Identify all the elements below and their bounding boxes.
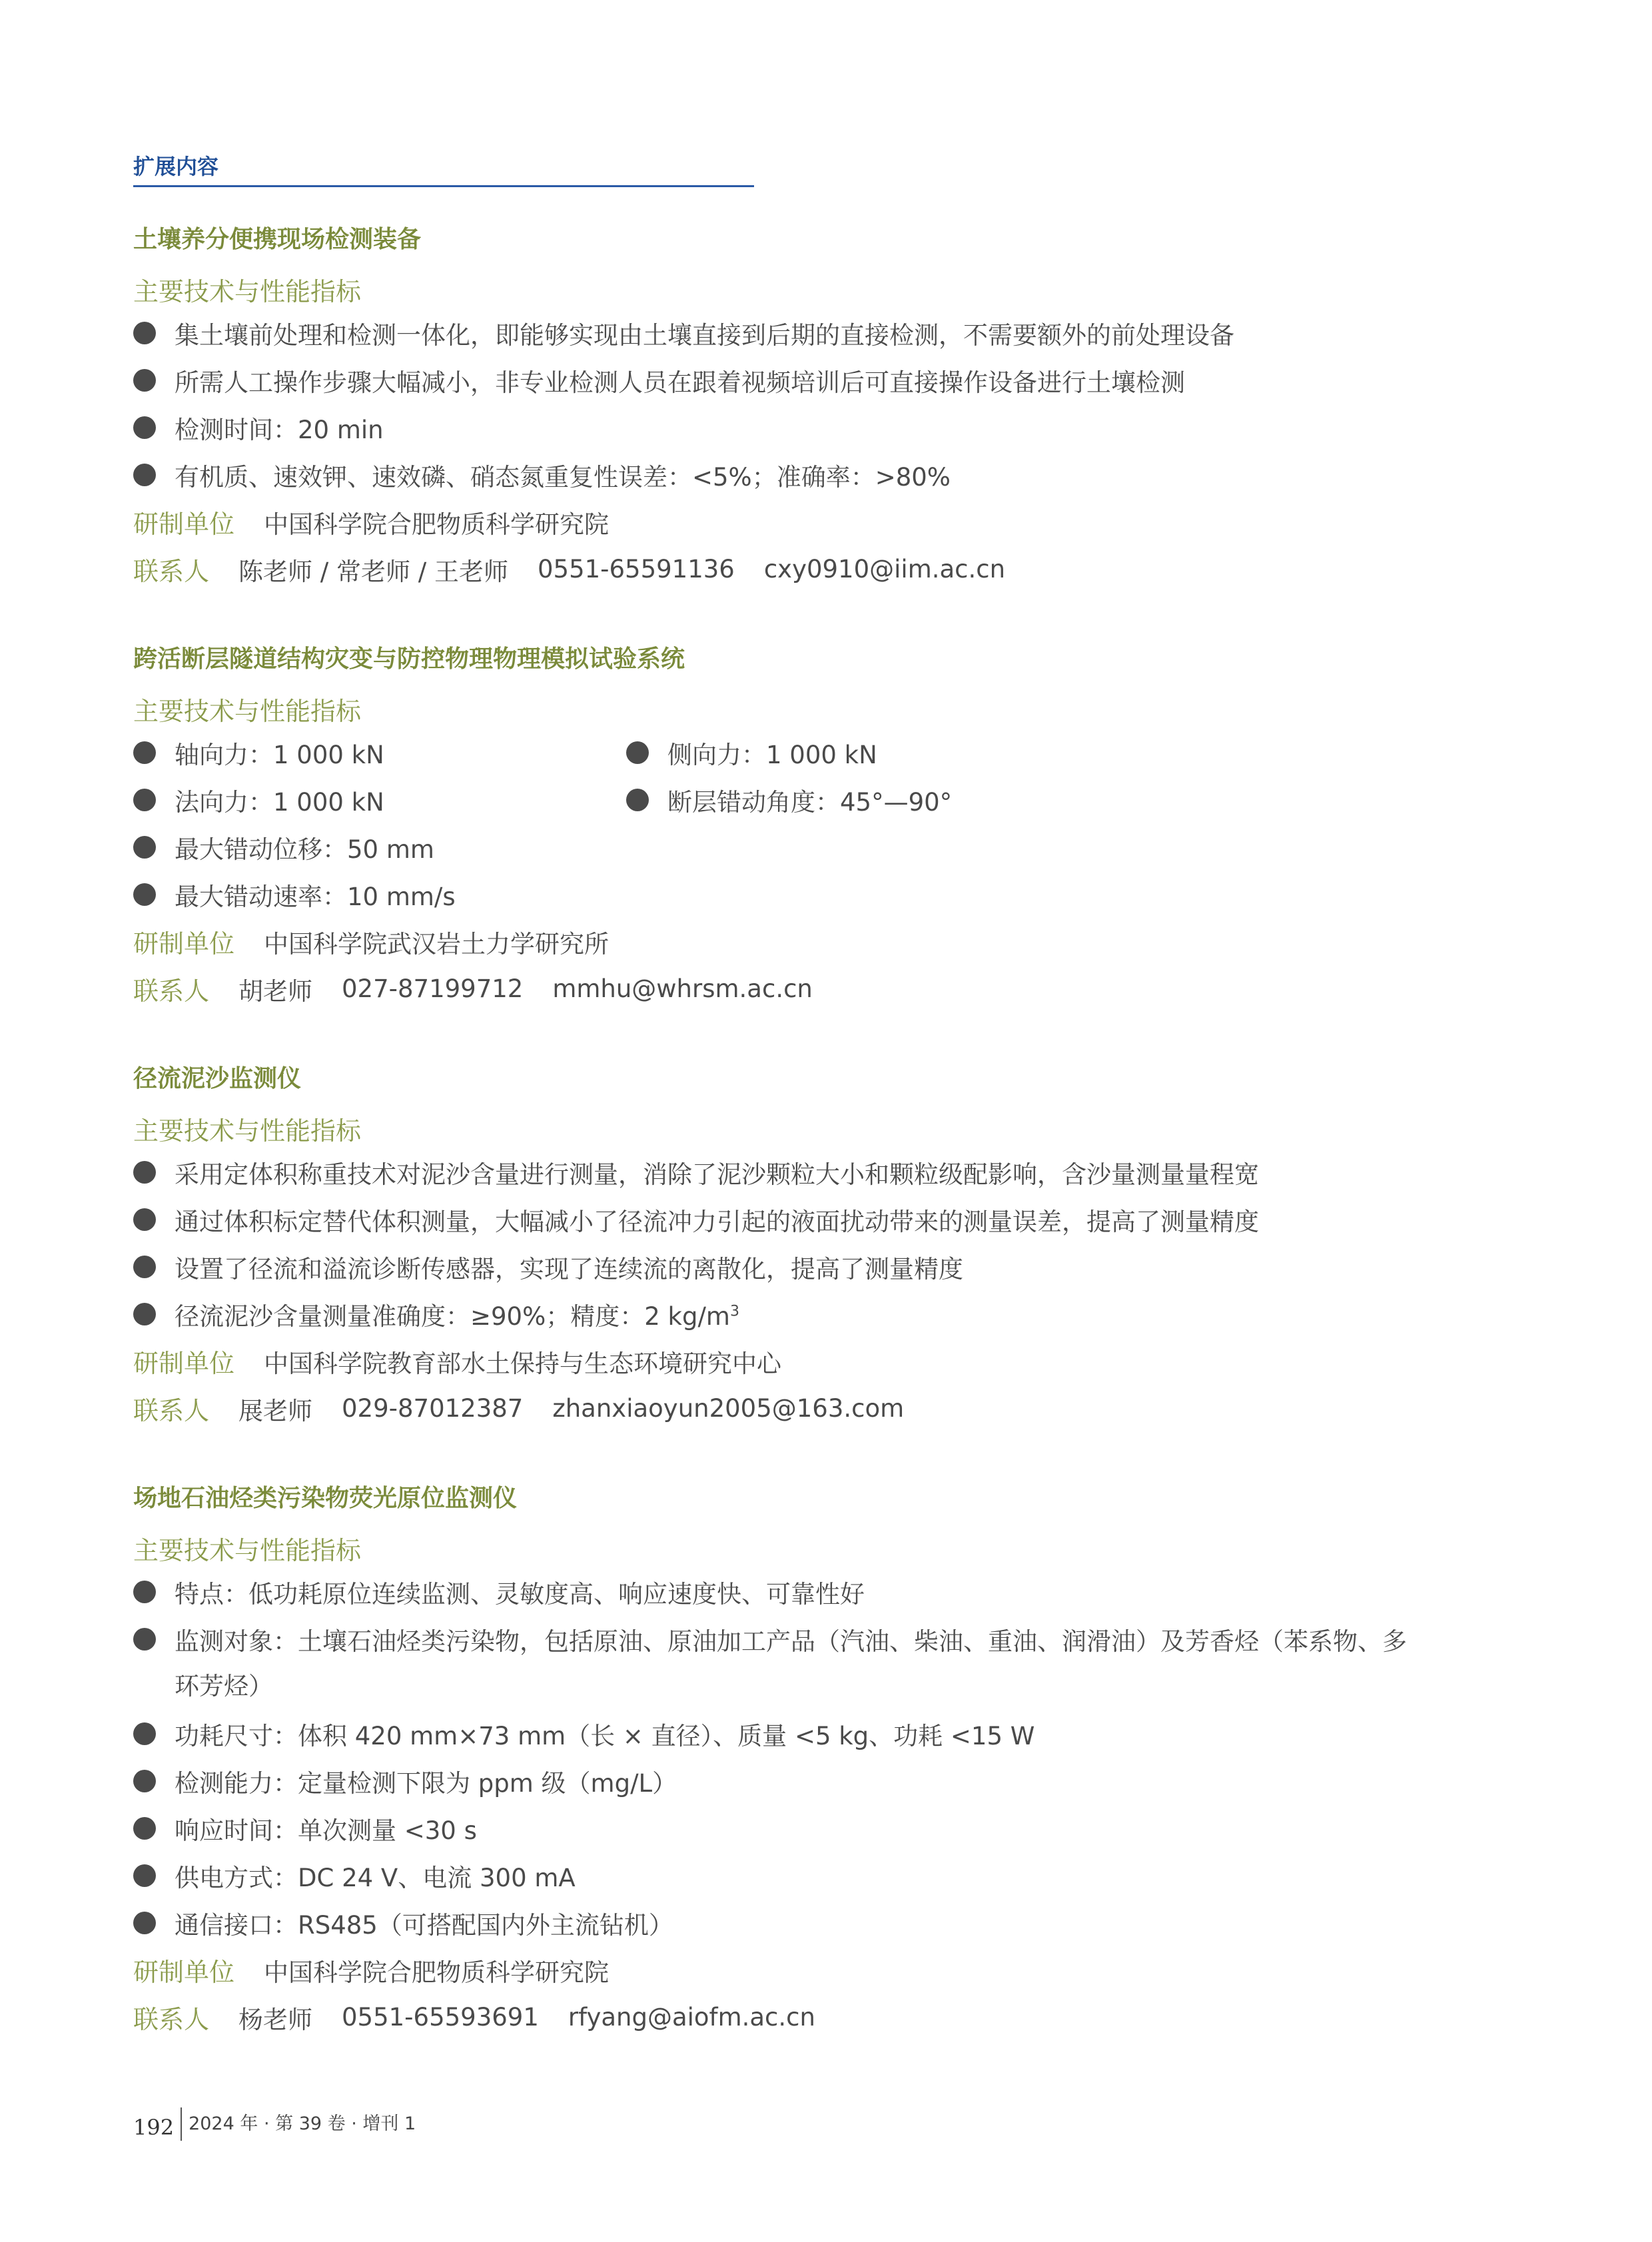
section-soil-nutrient: [133, 222, 1519, 593]
bullet-icon: [133, 789, 156, 811]
developer-row: 研制单位 中国科学院合肥物质科学研究院: [133, 510, 610, 539]
list-item: 通信接口：RS485（可搭配国内外主流钻机）: [133, 1899, 1519, 1946]
bullet-icon: [133, 883, 156, 906]
bullet-icon: [133, 1817, 156, 1840]
email-link[interactable]: cxy0910@iim.ac.cn: [763, 555, 1006, 583]
contact-row: 联系人 胡老师 027-87199712 mmhu@whrsm.ac.cn: [133, 974, 813, 1006]
section-subtitle: 主要技术与性能指标: [133, 277, 362, 306]
bullet-icon: [133, 1303, 156, 1325]
list-item: 供电方式：DC 24 V、电流 300 mA: [133, 1852, 1519, 1899]
section-subtitle: 主要技术与性能指标: [133, 1536, 362, 1565]
bullet-icon: [133, 836, 156, 859]
list-item-continuation: 环芳烃）: [175, 1672, 273, 1700]
contact-row: 联系人 陈老师 / 常老师 / 王老师 0551-65591136 cxy0910@iim.ac.cn: [133, 555, 1006, 586]
bullet-icon: [626, 741, 649, 764]
header-divider: [133, 185, 754, 187]
bullet-icon: [133, 1581, 156, 1603]
bullet-icon: [133, 1770, 156, 1792]
developer-row: 研制单位 中国科学院武汉岩土力学研究所: [133, 929, 610, 958]
email-link[interactable]: mmhu@whrsm.ac.cn: [552, 974, 813, 1003]
list-item: 检测能力：定量检测下限为 ppm 级（mg/L）: [133, 1757, 1519, 1804]
bullet-icon: [133, 1912, 156, 1934]
section-tunnel-system: [133, 642, 1519, 1012]
bullet-icon: [133, 1256, 156, 1278]
list-item: 最大错动位移：50 mm: [133, 823, 1519, 871]
section-title: 径流泥沙监测仪: [133, 1065, 302, 1092]
developer-row: 研制单位 中国科学院教育部水土保持与生态环境研究中心: [133, 1349, 782, 1378]
developer-row: 研制单位 中国科学院合肥物质科学研究院: [133, 1958, 610, 1987]
section-title: 跨活断层隧道结构灾变与防控物理物理模拟试验系统: [133, 645, 685, 673]
issue-info: 2024 年 · 第 39 卷 · 增刊 1: [189, 2113, 416, 2134]
contact-row: 联系人 展老师 029-87012387 zhanxiaoyun2005@163.com: [133, 1394, 905, 1425]
bullet-icon: [133, 1161, 156, 1184]
section-title: 土壤养分便携现场检测装备: [133, 226, 422, 253]
list-item: 有机质、速效钾、速效磷、硝态氮重复性误差：<5%；准确率：>80%: [133, 451, 1519, 498]
list-item: 采用定体积称重技术对泥沙含量进行测量，消除了泥沙颗粒大小和颗粒级配影响，含沙量测量量程宽: [133, 1148, 1519, 1196]
list-item: 功耗尺寸：体积 420 mm×73 mm（长 × 直径）、质量 <5 kg、功耗 <15 W: [133, 1710, 1519, 1757]
bullet-icon: [133, 1208, 156, 1231]
bullet-icon: [133, 322, 156, 344]
list-item: 特点：低功耗原位连续监测、灵敏度高、响应速度快、可靠性好: [133, 1568, 1519, 1615]
list-item: 通过体积标定替代体积测量，大幅减小了径流冲力引起的液面扰动带来的测量误差，提高了测量精度: [133, 1196, 1519, 1243]
list-item: 检测时间：20 min: [133, 404, 1519, 451]
list-item: 轴向力：1 000 kN 侧向力：1 000 kN: [133, 729, 1519, 776]
section-runoff-sediment: [133, 1062, 1519, 1432]
bullet-icon: [133, 1864, 156, 1887]
page-header: [133, 152, 754, 187]
bullet-icon: [133, 741, 156, 764]
contact-row: 联系人 杨老师 0551-65593691 rfyang@aiofm.ac.cn: [133, 2003, 815, 2034]
bullet-icon: [133, 1628, 156, 1651]
section-subtitle: 主要技术与性能指标: [133, 1116, 362, 1146]
list-item: 所需人工操作步骤大幅减小，非专业检测人员在跟着视频培训后可直接操作设备进行土壤检测: [133, 356, 1519, 404]
list-item: 法向力：1 000 kN 断层错动角度：45°—90°: [133, 776, 1519, 823]
list-item: 最大错动速率：10 mm/s: [133, 871, 1519, 918]
list-item: 设置了径流和溢流诊断传感器，实现了连续流的离散化，提高了测量精度: [133, 1243, 1519, 1290]
page-footer: [133, 2107, 416, 2141]
list-item: 径流泥沙含量测量准确度：≥90%；精度：2 $kg/m^3$: [133, 1290, 1519, 1337]
list-item: 响应时间：单次测量 <30 s: [133, 1804, 1519, 1852]
email-link[interactable]: rfyang@aiofm.ac.cn: [568, 2003, 815, 2032]
section-petroleum-monitor: [133, 1481, 1519, 2041]
bullet-icon: [626, 789, 649, 811]
list-item: 监测对象：土壤石油烃类污染物，包括原油、原油加工产品（汽油、柴油、重油、润滑油）及芳香烃（苯系物、多: [133, 1615, 1519, 1663]
bullet-icon: [133, 416, 156, 439]
page-number: 192: [133, 2107, 182, 2141]
header-title: 扩展内容: [133, 154, 219, 179]
section-title: 场地石油烃类污染物荧光原位监测仪: [133, 1485, 518, 1512]
email-link[interactable]: zhanxiaoyun2005@163.com: [552, 1394, 905, 1423]
bullet-icon: [133, 1722, 156, 1745]
bullet-icon: [133, 369, 156, 392]
list-item: 集土壤前处理和检测一体化，即能够实现由土壤直接到后期的直接检测，不需要额外的前处理设备: [133, 309, 1519, 356]
bullet-icon: [133, 464, 156, 486]
section-subtitle: 主要技术与性能指标: [133, 697, 362, 726]
